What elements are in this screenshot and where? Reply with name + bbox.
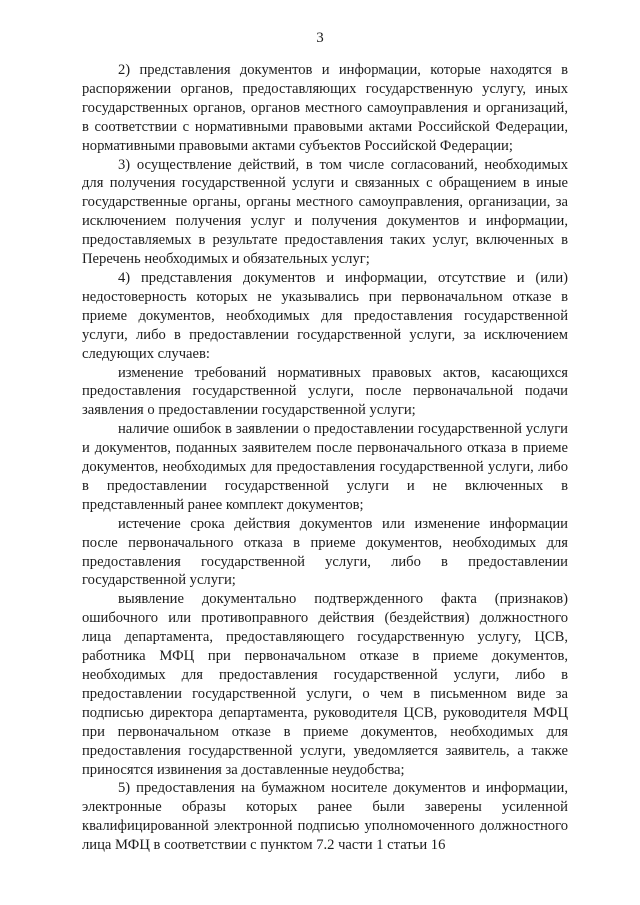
page-number: 3 bbox=[316, 30, 324, 46]
document-body bbox=[82, 61, 568, 855]
paragraph-item-3: 3) осуществление действий, в том числе согласований, необходимых для получения государственной услуги и связанных с обращением в иные государственные органы, органы местного самоуправления, организации, за исключением получения услуг и получения документов и информации, предоставляемых в результате предоставления таких услуг, включенных в Перечень необходимых и обязательных услуг; bbox=[82, 156, 568, 268]
paragraph-item-4: 4) представления документов и информации, отсутствие и (или) недостоверность которых не указывались при первоначальном отказе в приеме документов, необходимых для предоставления государственной услуги, либо в предоставлении государственной услуги, за исключением следующих случаев: bbox=[82, 269, 568, 362]
exception-case-official-error: выявление документально подтвержденного факта (признаков) ошибочного или противоправного действия (бездействия) должностного лица департамента, предоставляющего государственную услугу, ЦСВ, работника МФЦ при первоначальном отказе в приеме документов, необходимых для предоставления государственной услуги, либо в предоставлении государственной услуги, о чем в письменном виде за подписью директора департамента, руководителя ЦСВ, руководителя МФЦ при первоначальном отказе в приеме документов, необходимых для предоставления государственной услуги, уведомляется заявитель, а также приносятся извинения за доставленные неудобства; bbox=[82, 591, 568, 778]
paragraph-item-2: 2) представления документов и информации, которые находятся в распоряжении органов, предоставляющих государственную услугу, иных государственных органов, органов местного самоуправления и организаций, в соответствии с нормативными правовыми актами Российской Федерации, нормативными правовыми актами субъектов Российской Федерации; bbox=[82, 62, 568, 154]
exception-case-application-errors: наличие ошибок в заявлении о предоставлении государственной услуги и документов, поданных заявителем после первоначального отказа в приеме документов, необходимых для предоставления государственной услуги, либо в предоставлении государственной услуги и не включенных в представленный ранее комплект документов; bbox=[82, 421, 568, 513]
paragraph-item-5: 5) предоставления на бумажном носителе документов и информации, электронные образы которых ранее были заверены усиленной квалифицированной электронной подписью уполномоченного должностного лица МФЦ в соответствии с пунктом 7.2 части 1 статьи 16 bbox=[82, 780, 568, 854]
exception-case-document-expiry: истечение срока действия документов или изменение информации после первоначального отказа в приеме документов, необходимых для предоставления государственной услуги, либо в предоставлении государственной услуги; bbox=[82, 515, 568, 589]
exception-case-regulation-change: изменение требований нормативных правовых актов, касающихся предоставления государственной услуги, после первоначальной подачи заявления о предоставлении государственной услуги; bbox=[82, 364, 568, 419]
